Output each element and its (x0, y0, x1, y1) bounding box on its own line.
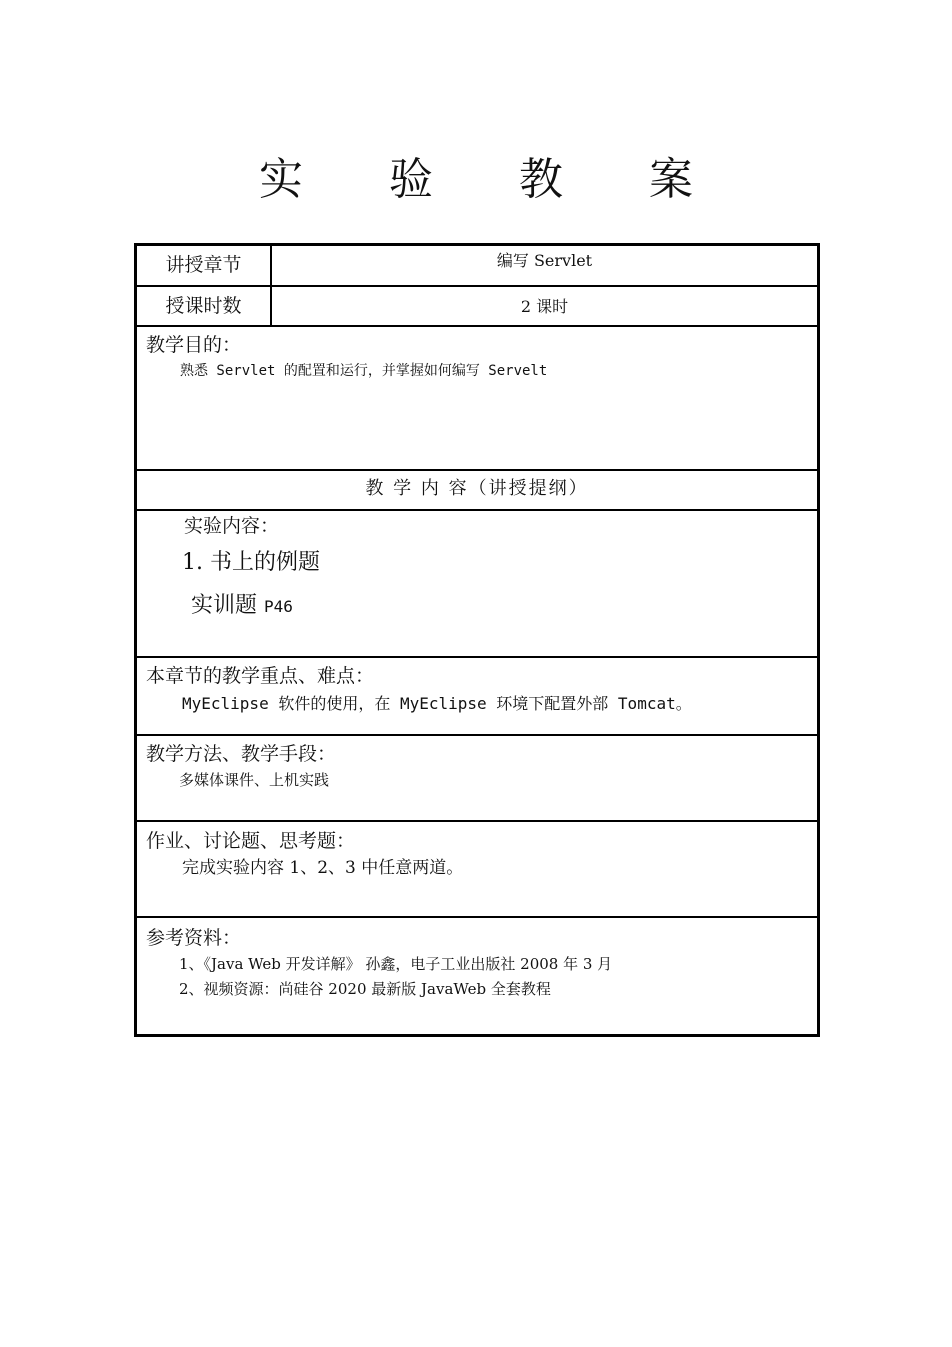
methods-heading: 教学方法、教学手段： (146, 743, 337, 765)
reference-item-2: 2、视频资源：尚硅谷 2020 最新版 JavaWeb 全套教程 (179, 980, 551, 998)
methods-text: 多媒体课件、上机实践 (179, 771, 330, 789)
document-title: 实 验 教 案 (259, 154, 729, 205)
lesson-plan-table (134, 243, 820, 1037)
chapter-label: 讲授章节 (137, 246, 272, 285)
homework-text: 完成实验内容 1、2、3 中任意两道。 (182, 858, 464, 878)
objective-heading: 教学目的： (146, 334, 242, 356)
references-section (137, 918, 817, 1034)
experiment-item-1: 1. 书上的例题 (182, 550, 320, 575)
homework-heading: 作业、讨论题、思考题： (146, 830, 356, 852)
keypoints-text: MyEclipse 软件的使用，在 MyEclipse 环境下配置外部 Tomcat。 (182, 694, 692, 713)
methods-section (137, 736, 817, 822)
experiment-item-2-page: P46 (264, 597, 293, 616)
chapter-value: 编写 Servlet (496, 251, 593, 270)
keypoints-heading: 本章节的教学重点、难点： (146, 665, 375, 687)
reference-item-1: 1、《Java Web 开发详解》 孙鑫，电子工业出版社 2008 年 3 月 (179, 955, 613, 973)
objective-text: 熟悉 Servlet 的配置和运行，并掌握如何编写 Servelt (180, 363, 548, 379)
hours-row (137, 287, 817, 327)
objective-section (137, 327, 817, 471)
hours-value: 2 课时 (520, 297, 569, 316)
keypoints-section (137, 658, 817, 736)
experiment-section (137, 511, 817, 658)
chapter-row (137, 246, 817, 287)
hours-label: 授课时数 (137, 287, 272, 325)
experiment-item-2-prefix: 实训题 (191, 593, 258, 618)
content-header: 教 学 内 容（讲授提纲） (137, 471, 817, 511)
references-heading: 参考资料： (146, 927, 242, 949)
homework-section (137, 822, 817, 918)
experiment-heading: 实验内容： (184, 515, 280, 537)
experiment-item-2 (137, 586, 817, 627)
